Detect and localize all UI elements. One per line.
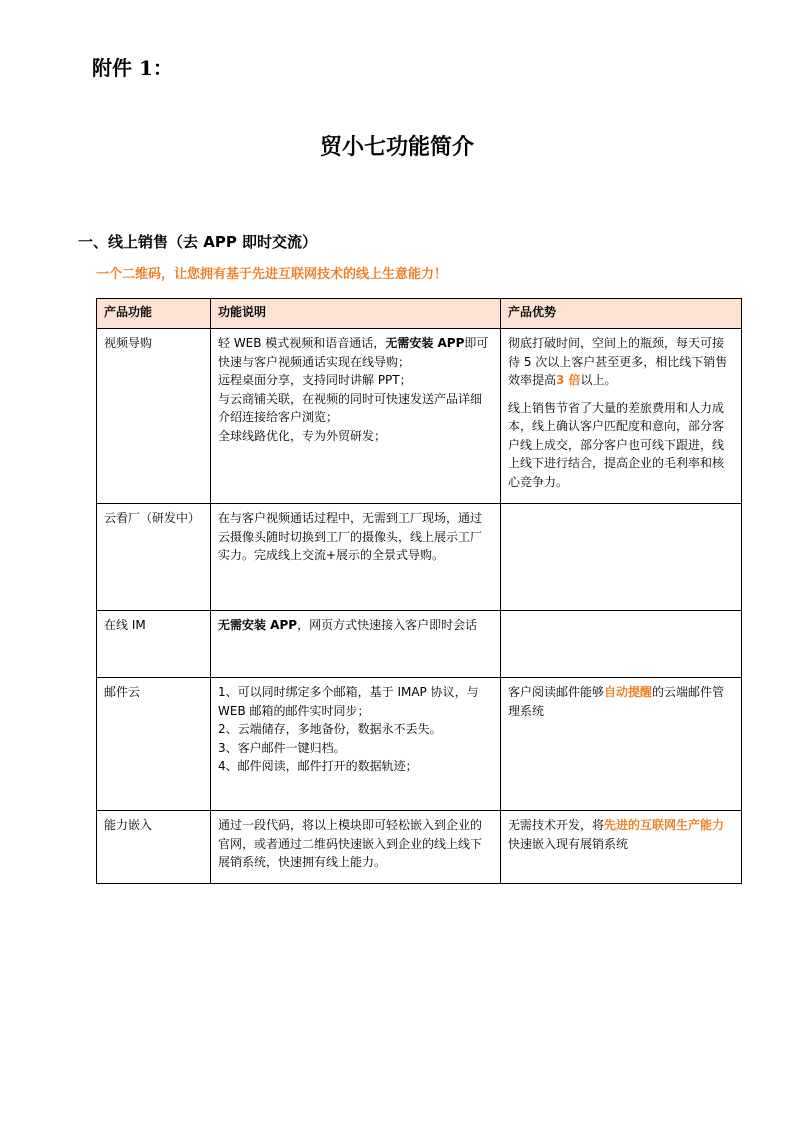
feature-name: 云看厂（研发中）: [97, 504, 211, 611]
feature-name: 能力嵌入: [97, 811, 211, 884]
header-advantage: 产品优势: [501, 299, 742, 329]
desc-line: 3、客户邮件一键归档。: [218, 740, 346, 755]
desc-line: 1、可以同时绑定多个邮箱，基于 IMAP 协议，与 WEB 邮箱的邮件实时同步；: [218, 685, 479, 718]
desc-emphasis: 无需安装 APP: [385, 336, 465, 350]
table-header-row: [97, 299, 742, 329]
feature-name: 邮件云: [97, 678, 211, 811]
desc-text: 即可快速与客户视频通话实现在线导购；: [218, 336, 489, 369]
adv-text: 的云端邮件管理系统: [508, 685, 725, 718]
desc-line: 全球线路优化，专为外贸研发；: [218, 428, 387, 443]
table-row: [97, 811, 742, 884]
feature-description: 通过一段代码，将以上模块即可轻松嵌入到企业的官网，或者通过二维码快速嵌入到企业的线上线下展销系统，快速拥有线上能力。: [211, 811, 501, 884]
feature-name: 在线 IM: [97, 611, 211, 678]
table-row: [97, 329, 742, 504]
feature-description: 在与客户视频通话过程中，无需到工厂现场，通过云摄像头随时切换到工厂的摄像头，线上展示工厂实力。完成线上交流+展示的全景式导购。: [211, 504, 501, 611]
desc-line: 与云商铺关联，在视频的同时可快速发送产品详细介绍连接给客户浏览；: [218, 391, 483, 424]
feature-advantage: [501, 678, 742, 811]
attachment-label: 附件 1：: [92, 56, 173, 80]
feature-description: [211, 611, 501, 678]
feature-description: [211, 329, 501, 504]
feature-table: [96, 298, 742, 884]
header-description: 功能说明: [211, 299, 501, 329]
table-row: [97, 678, 742, 811]
section-heading: 一、线上销售（去 APP 即时交流）: [78, 233, 318, 251]
feature-advantage: [501, 811, 742, 884]
header-feature: 产品功能: [97, 299, 211, 329]
tagline: 一个二维码，让您拥有基于先进互联网技术的线上生意能力！: [96, 267, 448, 282]
adv-highlight: 3 倍: [556, 373, 581, 387]
document-title: 贸小七功能简介: [319, 135, 474, 160]
adv-text: 以上。: [580, 373, 617, 387]
adv-text: 彻底打破时间，空间上的瓶颈，每天可接待 5 次以上客户甚至更多，相比线下销售效率提高: [508, 336, 728, 387]
desc-text: 轻 WEB 模式视频和语音通话，: [218, 336, 386, 350]
adv-highlight: 先进的互联网生产能力: [604, 818, 725, 832]
adv-text: 无需技术开发，将: [508, 818, 605, 832]
adv-text: 快速嵌入现有展销系统: [508, 836, 629, 851]
adv-paragraph: 线上销售节省了大量的差旅费用和人力成本，线上确认客户匹配度和意向，部分客户线上成交，部分客户也可线下跟进，线上线下进行结合，提高企业的毛利率和核心竞争力。: [508, 400, 725, 489]
feature-description: [211, 678, 501, 811]
paragraph-gap: [508, 390, 734, 399]
table-row: [97, 611, 742, 678]
desc-line: 远程桌面分享，支持同时讲解 PPT；: [218, 373, 412, 387]
desc-emphasis: 无需安装 APP: [218, 618, 298, 632]
feature-advantage: [501, 504, 742, 611]
desc-text: ，网页方式快速接入客户即时会话: [297, 618, 478, 632]
adv-highlight: 自动提醒: [604, 685, 653, 699]
desc-line: 4、邮件阅读，邮件打开的数据轨迹；: [218, 759, 418, 773]
adv-text: 客户阅读邮件能够: [508, 685, 605, 699]
desc-line: 2、云端储存，多地备份，数据永不丢失。: [218, 722, 442, 736]
feature-advantage: [501, 611, 742, 678]
feature-advantage: [501, 329, 742, 504]
feature-name: 视频导购: [97, 329, 211, 504]
table-row: [97, 504, 742, 611]
